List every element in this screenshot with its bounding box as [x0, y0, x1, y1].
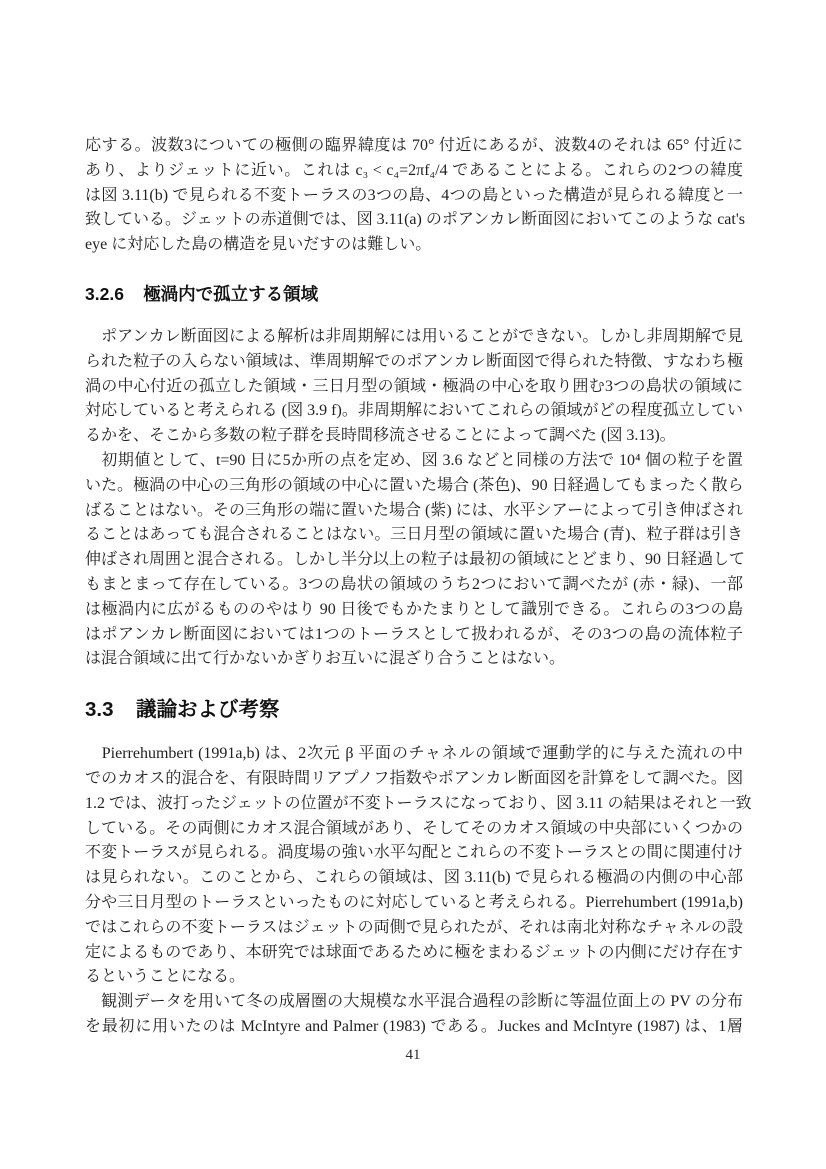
- text-line: 対応していると考えられる (図 3.9 f)。非周期解においてこれらの領域がどの程度孤立してい: [85, 402, 743, 420]
- paragraph-critical-latitude: [85, 134, 743, 258]
- text-line: あり、よりジェットに近い。これは c₃ < c₄=2πf₄/4 であることによる。これらの2つの緯度: [85, 161, 743, 179]
- text-line: は極渦内に広がるもののやはり 90 日後でもかたまりとして識別できる。これらの3つの島: [85, 600, 743, 618]
- text-line: は混合領域に出て行かないかぎりお互いに混ざり合うことはない。: [85, 650, 566, 668]
- text-line: ることはあっても混合されることはない。三日月型の領域に置いた場合 (青)、粒子群は引き: [85, 526, 743, 544]
- text-line: 観測データを用いて冬の成層圏の大規模な水平混合過程の診断に等温位面上の PV の分布: [85, 993, 743, 1011]
- text-line: 1.2 では、波打ったジェットの位置が不変トーラスになっており、図 3.11 の結果はそれと一致: [85, 794, 752, 812]
- text-line: 渦の中心付近の孤立した領域・三日月型の領域・極渦の中心を取り囲む3つの島状の領域に: [85, 377, 743, 395]
- text-line: は図 3.11(b) で見られる不変トーラスの3つの島、4つの島といった構造が見られる緯度と一: [85, 186, 743, 204]
- text-line: Pierrehumbert (1991a,b) は、2次元 β 平面のチャネルの領域で運動学的に与えた流れの中: [85, 745, 743, 763]
- text-line: るかを、そこから多数の粒子群を長時間移流させることによって調べた (図 3.13)。: [85, 427, 676, 445]
- section-number: 3.3: [85, 698, 114, 722]
- page-number: 41: [405, 1047, 421, 1063]
- text-line: 不変トーラスが見られる。渦度場の強い水平勾配とこれらの不変トーラスとの間に関連付け: [85, 844, 743, 862]
- text-line: はポアンカレ断面図においては1つのトーラスとして扱われるが、その3つの島の流体粒子: [85, 625, 743, 643]
- paragraph-discussion-pierrehumbert: [85, 742, 752, 990]
- section-heading-3-3: [85, 695, 743, 724]
- paragraph-observation-pv: [85, 990, 743, 1040]
- text-line: を最初に用いたのは McIntyre and Palmer (1983) である。Juckes and McIntyre (1987) は、1層: [85, 1017, 743, 1035]
- text-line: 応する。波数3についての極側の臨界緯度は 70° 付近にあるが、波数4のそれは 65° 付近に: [85, 137, 743, 154]
- text-line: られた粒子の入らない領域は、準周期解でのポアンカレ断面図で得られた特徴、すなわち極: [85, 352, 743, 370]
- page-content: [85, 134, 752, 1040]
- subsection-number: 3.2.6: [85, 283, 124, 304]
- section-title: 議論および考察: [136, 698, 280, 722]
- text-line: でのカオス的混合を、有限時間リアプノフ指数やポアンカレ断面図を計算をして調べた。図: [85, 769, 743, 787]
- text-line: ではこれらの不変トーラスはジェットの両側で見られたが、それは南北対称なチャネルの設: [85, 918, 743, 936]
- text-line: 伸ばされ周囲と混合される。しかし半分以上の粒子は最初の領域にとどまり、90 日経過して: [85, 551, 746, 569]
- text-line: 致している。ジェットの赤道側では、図 3.11(a) のポアンカレ断面図においてこのような cat's: [85, 211, 745, 229]
- text-line: 分や三日月型のトーラスといったものに対応していると考えられる。Pierrehumbert (1991a,b): [85, 893, 743, 911]
- text-line: いた。極渦の中心の三角形の領域の中心に置いた場合 (茶色)、90 日経過してもまったく散ら: [85, 476, 744, 494]
- paragraph-particle-experiment: [85, 449, 746, 672]
- text-line: ポアンカレ断面図による解析は非周期解には用いることができない。しかし非周期解で見: [85, 327, 743, 345]
- subsection-heading-3-2-6: [85, 282, 743, 306]
- text-line: 定によるものであり、本研究では球面であるために極をまわるジェットの内側にだけ存在す: [85, 943, 743, 961]
- text-line: 初期値として、t=90 日に5か所の点を定め、図 3.6 などと同様の方法で 10⁴ 個の粒子を置: [85, 451, 743, 469]
- text-line: るということになる。: [85, 968, 246, 986]
- text-line: している。その両側にカオス混合領域があり、そしてそのカオス領域の中央部にいくつかの: [85, 819, 743, 837]
- text-line: もまとまって存在している。3つの島状の領域のうち2つにおいて調べたが (赤・緑)、一部: [85, 575, 743, 593]
- paragraph-isolated-regions: [85, 325, 743, 449]
- text-line: eye に対応した島の構造を見いだすのは難しい。: [85, 236, 432, 254]
- subsection-title: 極渦内で孤立する領域: [143, 283, 319, 304]
- text-line: ばることはない。その三角形の端に置いた場合 (紫) には、水平シアーによって引き伸ばされ: [85, 501, 744, 519]
- text-line: は見られない。このことから、これらの領域は、図 3.11(b) で見られる極渦の内側の中心部: [85, 869, 743, 887]
